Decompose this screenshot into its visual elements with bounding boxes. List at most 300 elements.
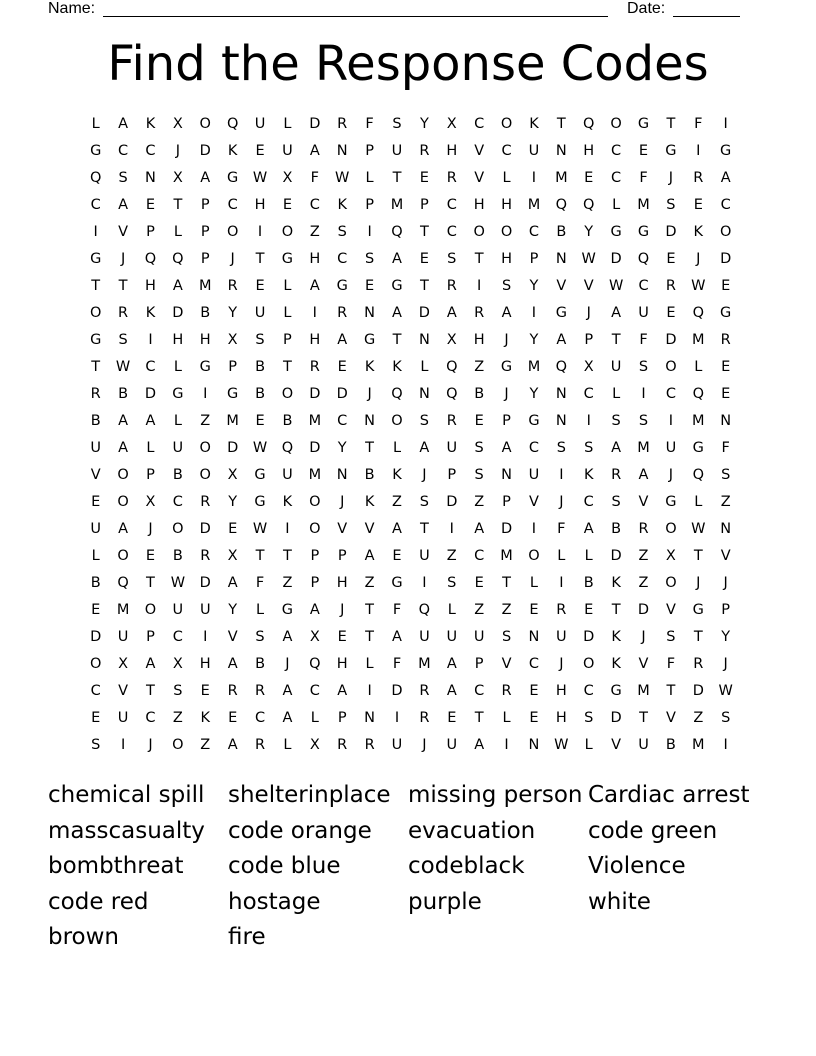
grid-letter: A: [446, 305, 457, 321]
grid-letter: A: [282, 683, 293, 699]
grid-letter: K: [693, 224, 704, 240]
grid-letter: B: [200, 305, 211, 321]
grid-letter: S: [638, 359, 649, 375]
grid-letter: X: [665, 548, 676, 564]
grid-letter: D: [309, 440, 321, 456]
grid-letter: L: [283, 305, 292, 321]
grid-letter: U: [391, 143, 403, 159]
grid-letter: C: [254, 710, 266, 726]
grid-letter: M: [555, 170, 568, 186]
grid-letter: D: [610, 710, 622, 726]
grid-letter: I: [148, 332, 153, 348]
grid-letter: P: [365, 143, 374, 159]
grid-letter: S: [91, 737, 101, 753]
grid-letter: D: [418, 305, 430, 321]
grid-letter: R: [337, 305, 348, 321]
grid-letter: E: [91, 710, 101, 726]
date-label: Date:: [627, 0, 666, 17]
grid-letter: W: [335, 170, 350, 186]
grid-letter: C: [474, 548, 485, 564]
grid-letter: G: [281, 251, 294, 267]
grid-letter: S: [118, 170, 128, 186]
grid-letter: J: [148, 737, 153, 753]
grid-letter: R: [200, 548, 211, 564]
name-label: Name:: [48, 0, 96, 17]
grid-letter: H: [555, 710, 567, 726]
grid-letter: A: [611, 440, 622, 456]
grid-letter: C: [611, 143, 622, 159]
grid-letter: K: [611, 656, 621, 672]
grid-letter: X: [172, 170, 183, 186]
grid-letter: N: [418, 332, 430, 348]
grid-letter: F: [365, 116, 374, 132]
grid-letter: G: [90, 251, 102, 267]
grid-letter: O: [172, 521, 184, 537]
grid-letter: P: [584, 332, 594, 348]
grid-letter: S: [721, 467, 731, 483]
grid-letter: M: [637, 440, 650, 456]
word-row: [48, 885, 768, 921]
grid-letter: O: [583, 656, 595, 672]
grid-letter: D: [692, 683, 704, 699]
grid-letter: K: [145, 116, 156, 132]
grid-letter: H: [446, 143, 458, 159]
grid-letter: A: [118, 440, 129, 456]
grid-letter: T: [392, 170, 402, 186]
grid-letter: L: [420, 359, 429, 375]
word-item: code red: [48, 888, 149, 915]
grid-letter: N: [364, 710, 376, 726]
grid-letter: X: [309, 629, 320, 645]
grid-letter: U: [90, 521, 101, 537]
grid-letter: G: [665, 143, 677, 159]
grid-letter: P: [146, 467, 155, 483]
grid-letter: H: [501, 251, 512, 267]
grid-letter: E: [666, 305, 676, 321]
grid-letter: D: [144, 386, 157, 402]
grid-row: [82, 573, 740, 600]
grid-letter: G: [254, 467, 266, 483]
grid-letter: E: [721, 359, 731, 375]
grid-letter: L: [173, 359, 182, 375]
grid-letter: C: [90, 683, 101, 699]
grid-letter: U: [391, 737, 403, 753]
grid-letter: Z: [200, 737, 211, 753]
grid-letter: V: [638, 494, 649, 510]
grid-letter: R: [419, 683, 430, 699]
grid-letter: U: [528, 467, 540, 483]
grid-letter: K: [392, 359, 402, 375]
grid-letter: R: [556, 602, 567, 618]
grid-letter: C: [528, 440, 539, 456]
grid-letter: L: [283, 737, 292, 753]
grid-letter: Z: [474, 359, 485, 375]
grid-letter: G: [555, 305, 567, 321]
grid-letter: Q: [226, 116, 239, 132]
grid-letter: I: [696, 143, 701, 159]
grid-letter: L: [91, 548, 100, 564]
grid-letter: B: [556, 224, 567, 240]
grid-letter: R: [364, 737, 375, 753]
grid-letter: N: [336, 467, 348, 483]
grid-letter: T: [365, 440, 375, 456]
grid-letter: P: [337, 710, 347, 726]
grid-letter: N: [528, 629, 540, 645]
grid-letter: A: [364, 548, 375, 564]
grid-letter: O: [500, 116, 513, 132]
grid-row: [82, 330, 740, 357]
grid-letter: I: [312, 305, 317, 321]
grid-letter: W: [170, 575, 186, 591]
grid-letter: C: [145, 143, 156, 159]
grid-letter: O: [719, 224, 732, 240]
grid-letter: E: [474, 575, 484, 591]
grid-letter: T: [365, 602, 375, 618]
grid-letter: D: [665, 224, 677, 240]
grid-row: [82, 654, 740, 681]
grid-letter: I: [394, 710, 400, 726]
grid-letter: N: [145, 170, 156, 186]
grid-letter: G: [227, 386, 239, 402]
grid-letter: P: [146, 224, 155, 240]
grid-letter: E: [474, 413, 484, 429]
grid-letter: D: [500, 521, 513, 537]
grid-letter: O: [500, 224, 513, 240]
grid-letter: T: [474, 710, 484, 726]
grid-letter: O: [665, 575, 677, 591]
grid-letter: C: [720, 197, 731, 213]
grid-letter: V: [474, 143, 485, 159]
grid-letter: B: [665, 737, 676, 753]
grid-letter: E: [145, 197, 156, 213]
grid-row: [82, 546, 740, 573]
grid-letter: A: [392, 629, 402, 645]
grid-letter: E: [529, 602, 539, 618]
grid-letter: P: [228, 359, 238, 375]
grid-letter: F: [392, 602, 402, 618]
grid-letter: H: [473, 332, 485, 348]
grid-letter: E: [228, 710, 238, 726]
grid-letter: M: [116, 602, 130, 618]
grid-letter: Z: [172, 710, 183, 726]
word-item: purple: [408, 888, 482, 915]
grid-letter: N: [501, 467, 512, 483]
grid-letter: Z: [392, 494, 402, 510]
grid-letter: D: [637, 602, 650, 618]
grid-letter: S: [666, 197, 676, 213]
grid-letter: A: [227, 737, 238, 753]
grid-letter: U: [172, 602, 184, 618]
grid-letter: Z: [638, 575, 649, 591]
grid-letter: L: [283, 278, 292, 294]
grid-letter: S: [419, 494, 429, 510]
grid-letter: J: [120, 251, 126, 267]
grid-row: [82, 465, 740, 492]
grid-letter: S: [392, 116, 402, 132]
grid-letter: C: [583, 386, 594, 402]
grid-letter: X: [172, 656, 183, 672]
grid-letter: A: [282, 710, 293, 726]
grid-letter: M: [418, 656, 431, 672]
grid-letter: Z: [200, 413, 211, 429]
grid-letter: I: [257, 224, 263, 240]
grid-letter: S: [584, 440, 594, 456]
grid-letter: O: [281, 224, 294, 240]
grid-letter: T: [556, 116, 566, 132]
grid-letter: I: [559, 467, 564, 483]
grid-letter: A: [145, 656, 156, 672]
grid-letter: D: [309, 386, 321, 402]
grid-letter: O: [89, 305, 102, 321]
word-item: code blue: [228, 853, 341, 880]
grid-letter: Y: [529, 332, 539, 348]
grid-letter: M: [226, 413, 239, 429]
grid-letter: G: [610, 683, 622, 699]
grid-letter: R: [255, 737, 266, 753]
grid-letter: T: [283, 548, 292, 564]
grid-letter: G: [90, 332, 102, 348]
grid-letter: M: [527, 197, 541, 213]
grid-letter: R: [90, 386, 101, 402]
grid-letter: G: [692, 440, 704, 456]
grid-letter: G: [391, 575, 403, 591]
grid-letter: T: [639, 710, 648, 726]
grid-letter: G: [281, 602, 294, 618]
grid-letter: R: [693, 656, 704, 672]
grid-letter: F: [721, 440, 730, 456]
grid-letter: Y: [584, 224, 594, 240]
grid-letter: I: [203, 629, 208, 645]
grid-letter: C: [337, 251, 348, 267]
grid-letter: U: [282, 467, 293, 483]
grid-letter: F: [639, 332, 648, 348]
grid-letter: J: [367, 386, 372, 402]
grid-letter: Q: [89, 170, 102, 186]
grid-letter: L: [283, 116, 292, 132]
grid-letter: E: [91, 602, 101, 618]
grid-letter: N: [555, 413, 567, 429]
grid-letter: Q: [555, 197, 568, 213]
grid-letter: G: [172, 386, 184, 402]
grid-letter: P: [502, 413, 511, 429]
grid-letter: Q: [391, 386, 403, 402]
grid-letter: J: [696, 251, 701, 267]
grid-letter: S: [173, 683, 183, 699]
grid-letter: M: [199, 278, 212, 294]
grid-letter: U: [446, 629, 458, 645]
grid-letter: Z: [638, 548, 649, 564]
grid-letter: A: [474, 737, 485, 753]
grid-letter: C: [474, 683, 485, 699]
grid-letter: G: [637, 224, 650, 240]
name-line: [103, 16, 608, 17]
grid-letter: O: [309, 494, 321, 510]
grid-letter: N: [555, 143, 567, 159]
grid-letter: S: [118, 332, 128, 348]
grid-letter: A: [309, 143, 320, 159]
grid-letter: X: [583, 359, 594, 375]
grid-letter: L: [447, 602, 456, 618]
grid-letter: Z: [282, 575, 293, 591]
grid-letter: R: [255, 683, 266, 699]
grid-letter: D: [227, 440, 239, 456]
grid-letter: U: [419, 629, 430, 645]
grid-letter: D: [199, 143, 211, 159]
grid-letter: S: [556, 440, 566, 456]
grid-letter: E: [447, 710, 457, 726]
grid-letter: E: [91, 494, 101, 510]
grid-letter: T: [173, 197, 183, 213]
grid-letter: Y: [529, 278, 539, 294]
grid-letter: M: [308, 413, 322, 429]
grid-letter: B: [583, 575, 594, 591]
grid-letter: O: [226, 224, 239, 240]
grid-letter: M: [692, 413, 705, 429]
grid-letter: G: [528, 413, 540, 429]
grid-letter: L: [310, 710, 319, 726]
grid-letter: F: [694, 116, 703, 132]
grid-row: [82, 519, 740, 546]
grid-letter: J: [723, 575, 728, 591]
grid-letter: J: [641, 629, 646, 645]
grid-letter: B: [474, 386, 485, 402]
grid-letter: N: [555, 386, 567, 402]
grid-letter: G: [610, 224, 622, 240]
grid-letter: C: [665, 386, 676, 402]
grid-letter: G: [637, 116, 650, 132]
word-item: codeblack: [408, 853, 525, 880]
grid-letter: P: [200, 197, 210, 213]
grid-letter: O: [473, 224, 485, 240]
grid-letter: P: [474, 656, 484, 672]
grid-letter: A: [611, 305, 622, 321]
word-item: Violence: [588, 853, 686, 880]
grid-letter: U: [556, 629, 567, 645]
grid-letter: H: [145, 278, 156, 294]
grid-letter: C: [337, 413, 348, 429]
word-row: [48, 920, 768, 956]
grid-letter: O: [117, 494, 129, 510]
grid-letter: A: [638, 467, 649, 483]
grid-letter: E: [529, 683, 539, 699]
grid-letter: Q: [309, 656, 321, 672]
grid-letter: X: [227, 332, 238, 348]
grid-letter: D: [309, 116, 321, 132]
grid-letter: C: [638, 278, 649, 294]
grid-row: [82, 438, 740, 465]
grid-letter: D: [90, 629, 102, 645]
word-item: fire: [228, 924, 266, 951]
grid-letter: V: [583, 278, 594, 294]
grid-letter: Y: [419, 116, 429, 132]
grid-letter: C: [309, 683, 320, 699]
grid-letter: T: [502, 575, 511, 591]
grid-letter: C: [474, 116, 485, 132]
grid-letter: U: [199, 602, 211, 618]
grid-letter: I: [367, 224, 372, 240]
grid-letter: H: [254, 197, 266, 213]
grid-letter: I: [449, 521, 454, 537]
grid-letter: M: [692, 332, 705, 348]
grid-letter: L: [612, 197, 621, 213]
grid-letter: S: [255, 332, 265, 348]
grid-letter: Q: [281, 440, 294, 456]
grid-letter: D: [610, 251, 622, 267]
word-list: [48, 778, 768, 956]
grid-letter: W: [252, 170, 268, 186]
grid-letter: J: [696, 575, 701, 591]
grid-letter: S: [638, 413, 649, 429]
grid-letter: Z: [309, 224, 320, 240]
grid-letter: W: [252, 440, 268, 456]
grid-letter: T: [693, 548, 703, 564]
grid-letter: U: [638, 305, 649, 321]
grid-letter: K: [227, 143, 238, 159]
grid-letter: R: [501, 683, 512, 699]
grid-letter: L: [584, 737, 593, 753]
grid-letter: K: [145, 305, 156, 321]
grid-letter: I: [531, 170, 537, 186]
grid-letter: B: [90, 413, 101, 429]
grid-letter: A: [501, 440, 512, 456]
grid-letter: B: [172, 467, 183, 483]
grid-letter: C: [611, 170, 622, 186]
grid-letter: J: [668, 170, 674, 186]
grid-letter: U: [473, 629, 485, 645]
page-title: Find the Response Codes: [107, 36, 709, 92]
grid-letter: Q: [692, 467, 704, 483]
grid-letter: J: [148, 521, 153, 537]
grid-letter: P: [337, 548, 347, 564]
grid-letter: I: [285, 521, 290, 537]
grid-letter: R: [665, 278, 676, 294]
grid-letter: N: [364, 413, 376, 429]
grid-row: [82, 735, 740, 762]
grid-letter: D: [446, 494, 458, 510]
grid-letter: F: [392, 656, 402, 672]
grid-letter: F: [310, 170, 319, 186]
word-item: evacuation: [408, 817, 536, 844]
grid-letter: X: [446, 116, 457, 132]
grid-letter: T: [365, 629, 375, 645]
grid-letter: K: [282, 494, 293, 510]
grid-letter: I: [723, 116, 728, 132]
grid-row: [82, 222, 740, 249]
grid-letter: V: [118, 683, 129, 699]
grid-letter: J: [175, 143, 180, 159]
grid-letter: E: [721, 278, 731, 294]
grid-letter: T: [611, 332, 621, 348]
grid-letter: G: [90, 143, 102, 159]
grid-letter: R: [474, 305, 485, 321]
grid-letter: I: [641, 386, 646, 402]
grid-letter: A: [392, 521, 402, 537]
grid-letter: O: [117, 467, 129, 483]
grid-letter: T: [666, 116, 676, 132]
grid-letter: N: [418, 386, 430, 402]
grid-letter: E: [365, 278, 375, 294]
grid-letter: Z: [446, 548, 457, 564]
grid-letter: X: [172, 116, 183, 132]
grid-letter: D: [391, 683, 403, 699]
grid-letter: Y: [529, 386, 539, 402]
grid-letter: S: [337, 224, 347, 240]
grid-letter: Q: [144, 251, 157, 267]
grid-letter: S: [474, 467, 484, 483]
grid-letter: R: [611, 467, 622, 483]
grid-letter: K: [392, 467, 402, 483]
grid-letter: S: [584, 710, 594, 726]
